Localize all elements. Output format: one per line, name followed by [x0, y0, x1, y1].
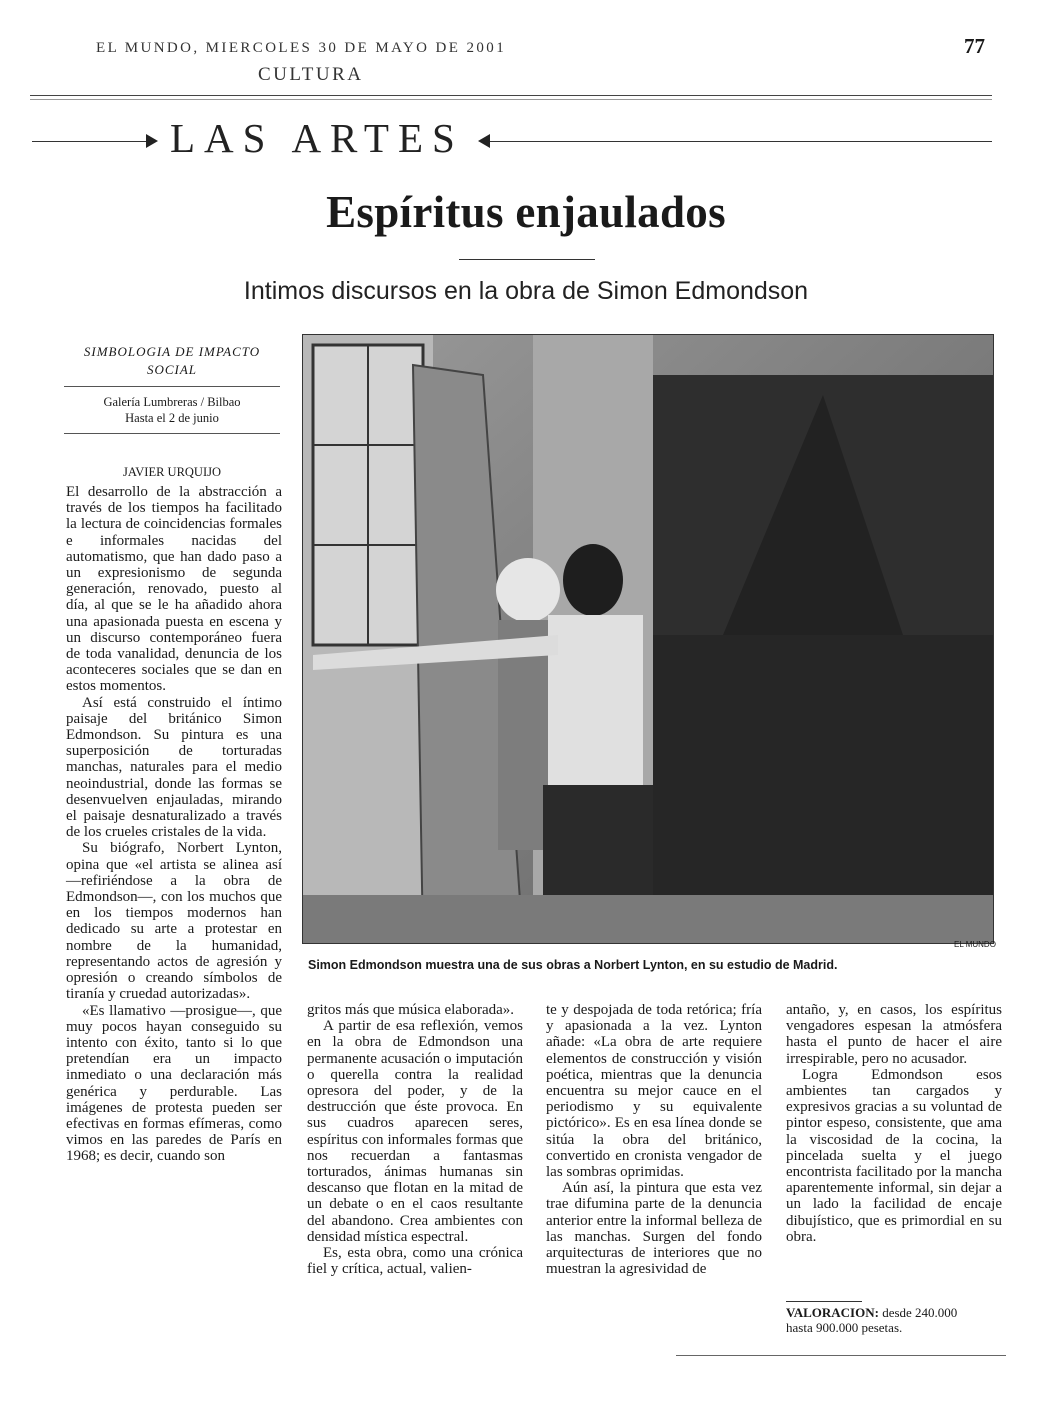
- paragraph: «Es llamativo —prosigue—, que muy pocos hayan conseguido su intento con éxito, tanto si lo que pretendían era un impacto inmediato o una declaración más genérica y perdurable. Las imágenes de protesta pueden ser efectivas en formas efímeras, como vimos en las paredes de París en 1968; es decir, cuando son: [66, 1002, 282, 1165]
- paragraph: El desarrollo de la abstracción a través de los tiempos ha facilitado la lectura de coincidencias formales e informales nacidas del automatismo, que han dado paso a un expresionismo de segunda generación, renovado, puesto al día, al que se le ha añadido ahora una apasionada puesta en escena y un discurso contemporáneo fuera de toda vanalidad, denuncia de los aconteceres sociales que se dan en estos momentos.: [66, 484, 282, 695]
- headline: Espíritus enjaulados: [326, 187, 726, 237]
- section-label: CULTURA: [258, 64, 364, 85]
- paragraph: Es, esta obra, como una crónica fiel y crítica, actual, valien-: [307, 1245, 523, 1278]
- valoracion-label: VALORACION:: [786, 1305, 879, 1320]
- valoracion-range-start: desde 240.000: [882, 1305, 958, 1320]
- photo-credit: EL MUNDO: [954, 940, 996, 949]
- valoracion-rule: [786, 1301, 862, 1302]
- header-rule: [30, 95, 992, 96]
- article-column-2: [307, 1002, 523, 1277]
- exhibition-title: SIMBOLOGIA DE IMPACTO SOCIAL: [83, 344, 261, 377]
- studio-photo-illustration: [303, 335, 993, 943]
- paragraph: antaño, y, en casos, los espíritus vengadores espesan la atmósfera hasta el punto de hacer el aire irrespirable, pero no acusador.: [786, 1002, 1002, 1067]
- section-banner: LAS ARTES: [170, 115, 464, 161]
- article-column-4: [786, 1002, 1002, 1245]
- info-rule: [64, 386, 280, 387]
- valoracion-box: [786, 1305, 1002, 1335]
- page-number: 77: [964, 34, 985, 58]
- valoracion-range-end: hasta 900.000 pesetas.: [786, 1320, 903, 1335]
- info-rule-bottom: [64, 433, 280, 434]
- paragraph: Su biógrafo, Norbert Lynton, opina que «el artista se alinea así —refiriéndose a la obra de Edmondson—, con los muchos que en los tiempos modernos han dedicado su arte a protestar en nombre de la humanidad, representando actos de agresión y opresión o creando símbolos de tiranía y cruedad autorizadas».: [66, 840, 282, 1003]
- banner-left-line: [32, 141, 146, 142]
- arrow-left-icon: [478, 134, 490, 148]
- headline-rule: [459, 259, 595, 260]
- arrow-right-icon: [146, 134, 158, 148]
- exhibition-info-box: [64, 343, 280, 441]
- bottom-rule: [676, 1355, 1006, 1356]
- exhibition-gallery: Galería Lumbreras / Bilbao: [103, 395, 241, 409]
- banner-right-line: [490, 141, 992, 142]
- header-rule-secondary: [30, 99, 992, 100]
- photo-caption: Simon Edmondson muestra una de sus obras a Norbert Lynton, en su estudio de Madrid.: [308, 958, 838, 972]
- paragraph: gritos más que música elaborada».: [307, 1002, 515, 1018]
- byline: JAVIER URQUIJO: [122, 465, 222, 479]
- article-column-1: [66, 484, 282, 1165]
- paragraph: Así está construido el íntimo paisaje del británico Simon Edmondson. Su pintura es una superposición de torturadas manchas, naturales para el medio neoindustrial, donde las formas se desenvuelven enjauladas, mirando el paisaje desnaturalizado a través de los crueles cristales de la vida.: [66, 694, 282, 841]
- paragraph: Logra Edmondson esos ambientes tan cargados y expresivos gracias a su voluntad de pintor espeso, consistente, que ama la viscosidad de la cocina, la pincelada suelta y el juego encontrista facilitado por la mancha aparentemente informal, sin dejar a un lado la facilidad de encaje dibujístico, que es primordial en su obra.: [786, 1066, 1002, 1245]
- masthead: EL MUNDO, MIERCOLES 30 DE MAYO DE 2001: [96, 40, 507, 56]
- article-photo: [302, 334, 994, 944]
- article-column-3: [546, 1002, 762, 1277]
- paragraph: A partir de esa reflexión, vemos en la obra de Edmondson una permanente acusación o imputación o querella contra la realidad opresora del poder, y de la destrucción que éste provoca. En sus cuadros aparecen seres, espíritus con informales formas que nos recuerdan a fantasmas torturados, ánimas humanas sin descanso que flotan en la mitad de un debate o en el caos resultante del abandono. Crea ambientes con densidad mística espectral.: [307, 1018, 523, 1245]
- paragraph: te y despojada de toda retórica; fría y apasionada a la vez. Lynton añade: «La obra de arte requiere elementos de construcción y visión poética, mientras que la denuncia encuentra su mejor cauce en el periodismo y su equivalente pictórico». Es en esa línea donde se sitúa la obra del británico, convertido en cronista vengador de las sombras oprimidas.: [546, 1002, 762, 1181]
- paragraph: Aún así, la pintura que esta vez trae difumina parte de la denuncia anterior entre la informal belleza de las manchas. Surgen del fondo arquitecturas de interiores que no muestran la agresividad de: [546, 1180, 762, 1278]
- exhibition-dates: Hasta el 2 de junio: [125, 411, 219, 425]
- subheadline: Intimos discursos en la obra de Simon Edmondson: [243, 277, 809, 305]
